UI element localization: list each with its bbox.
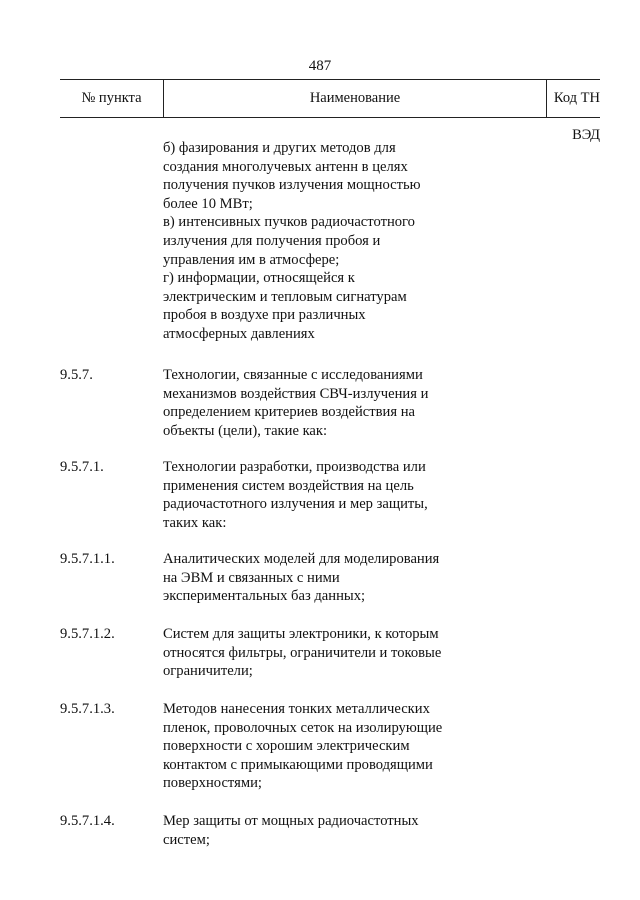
header-item-number: № пункта: [81, 90, 142, 106]
text-line: электрическим и тепловым сигнатурам: [163, 288, 407, 305]
entry-number: 9.5.7.: [60, 367, 93, 383]
text-line: Методов нанесения тонких металлических: [163, 701, 430, 717]
entry-text: [163, 366, 493, 440]
text-line: радиочастотного излучения и мер защиты,: [163, 496, 428, 513]
text-line: на ЭВМ и связанных с ними: [163, 569, 340, 586]
text-line: контактом с примыкающими проводящими: [163, 756, 433, 773]
text-line: объекты (цели), такие как:: [163, 422, 328, 439]
entry-text: [163, 550, 493, 606]
entry-text: [163, 812, 493, 849]
entry-number: 9.5.7.1.2.: [60, 626, 115, 642]
text-line: Аналитических моделей для моделирования: [163, 551, 440, 567]
header-code: Код ТН ВЭД: [553, 90, 600, 143]
text-line: пленок, проволочных сеток на изолирующие: [163, 719, 443, 736]
text-line: механизмов воздействия СВЧ-излучения и: [163, 385, 429, 402]
text-line: относятся фильтры, ограничители и токовые: [163, 644, 442, 661]
entry-number: 9.5.7.1.3.: [60, 701, 115, 717]
text-line: в) интенсивных пучков радиочастотного: [163, 214, 415, 231]
entry-number: 9.5.7.1.: [60, 459, 104, 475]
continuation-text: [163, 139, 493, 344]
text-line: пробоя в воздухе при различных: [163, 307, 366, 324]
text-line: систем;: [163, 831, 210, 848]
entry-number: 9.5.7.1.4.: [60, 813, 115, 829]
entry-number: 9.5.7.1.1.: [60, 551, 115, 567]
text-line: получения пучков излучения мощностью: [163, 177, 421, 194]
text-line: определением критериев воздействия на: [163, 404, 416, 421]
text-line: г) информации, относящейся к: [163, 270, 355, 287]
header-name: Наименование: [163, 80, 547, 117]
text-line: б) фазирования и других методов для: [163, 140, 396, 156]
text-line: экспериментальных баз данных;: [163, 588, 366, 605]
table-header: [60, 79, 600, 143]
text-line: Технологии, связанные с исследованиями: [163, 367, 423, 383]
text-line: управления им в атмосфере;: [163, 251, 340, 268]
entry-text: [163, 625, 493, 681]
text-line: ограничители;: [163, 663, 253, 680]
text-line: Систем для защиты электроники, к которым: [163, 626, 439, 642]
text-line: Технологии разработки, производства или: [163, 459, 426, 475]
entry-text: [163, 458, 493, 532]
page-number: 487: [308, 58, 332, 74]
text-line: более 10 МВт;: [163, 195, 253, 212]
text-line: излучения для получения пробоя и: [163, 232, 381, 249]
text-line: поверхностями;: [163, 775, 262, 792]
text-line: применения систем воздействия на цель: [163, 477, 414, 494]
text-line: Мер защиты от мощных радиочастотных: [163, 813, 419, 829]
text-line: атмосферных давлениях: [163, 325, 315, 342]
text-line: создания многолучевых антенн в целях: [163, 158, 408, 175]
text-line: таких как:: [163, 514, 227, 531]
entry-text: [163, 700, 493, 793]
text-line: поверхности с хорошим электрическим: [163, 738, 410, 755]
